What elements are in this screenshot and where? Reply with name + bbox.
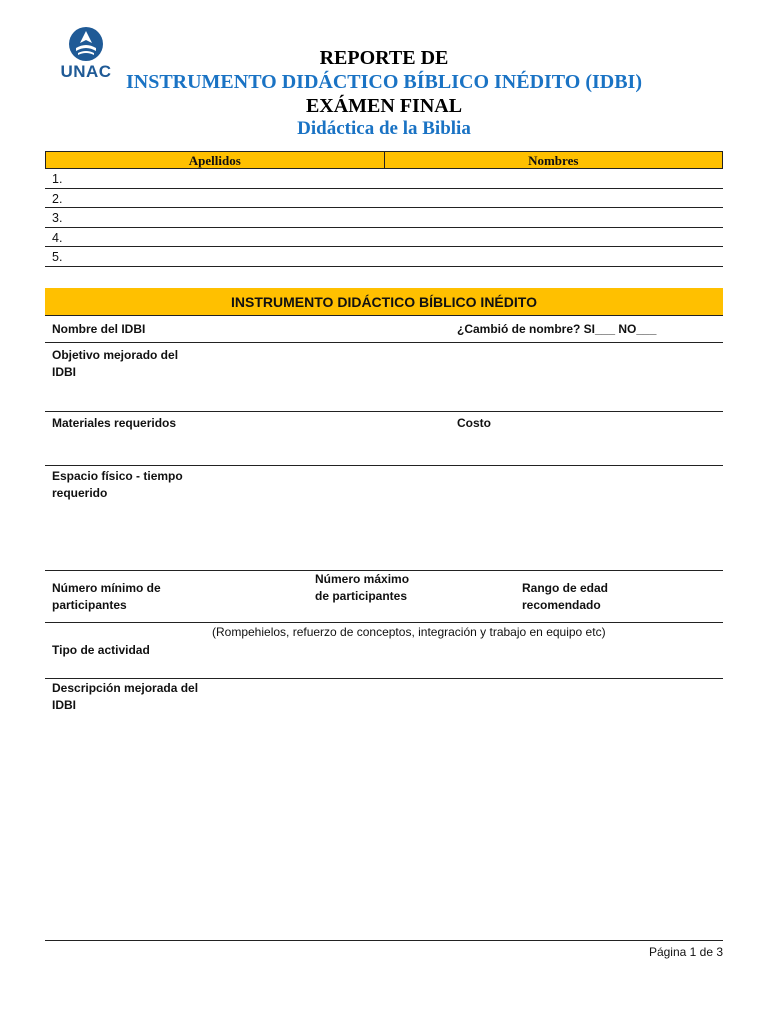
label-descripcion: Descripción mejorada del IDBI xyxy=(52,681,199,712)
row-tipo[interactable] xyxy=(45,623,723,679)
instrument-form xyxy=(45,288,723,739)
student-row-3[interactable]: 3. xyxy=(45,208,723,228)
column-nombres: Nombres xyxy=(528,153,579,168)
label-materiales: Materiales requeridos xyxy=(52,416,177,430)
logo-text: UNAC xyxy=(60,62,112,81)
students-table xyxy=(45,151,723,267)
label-objetivo: Objetivo mejorado del IDBI xyxy=(52,348,179,379)
label-cambio-nombre: ¿Cambió de nombre? SI___ NO___ xyxy=(457,322,657,336)
footer-divider xyxy=(45,940,723,941)
student-row-5[interactable]: 5. xyxy=(45,247,723,267)
student-row-1[interactable]: 1. xyxy=(45,169,723,189)
page-number: Página 1 de 3 xyxy=(648,945,723,959)
row-objetivo[interactable] xyxy=(45,343,723,412)
report-title: REPORTE DE xyxy=(319,47,449,69)
course-title: Didáctica de la Biblia xyxy=(297,118,471,139)
label-max-participantes: Número máximo de participantes xyxy=(315,572,410,603)
exam-title: EXÁMEN FINAL xyxy=(305,95,463,117)
students-table-header xyxy=(45,151,723,169)
student-row-2[interactable]: 2. xyxy=(45,189,723,209)
instrument-header: INSTRUMENTO DIDÁCTICO BÍBLICO INÉDITO xyxy=(45,288,723,316)
label-costo: Costo xyxy=(457,416,491,430)
instrument-title: INSTRUMENTO DIDÁCTICO BÍBLICO INÉDITO (IDBI) xyxy=(125,71,643,93)
column-apellidos: Apellidos xyxy=(46,152,385,168)
row-espacio[interactable] xyxy=(45,466,723,571)
label-tipo-actividad: Tipo de actividad xyxy=(52,643,150,657)
row-materiales[interactable] xyxy=(45,412,723,466)
tipo-hint: (Rompehielos, refuerzo de conceptos, integración y trabajo en equipo etc) xyxy=(212,625,606,639)
row-nombre[interactable] xyxy=(45,316,723,343)
label-rango-edad: Rango de edad recomendado xyxy=(522,581,609,612)
row-descripcion[interactable] xyxy=(45,679,723,739)
row-participantes[interactable] xyxy=(45,571,723,623)
label-min-participantes: Número mínimo de participantes xyxy=(52,581,161,612)
label-espacio: Espacio físico - tiempo requerido xyxy=(52,469,183,500)
label-nombre-idbi: Nombre del IDBI xyxy=(52,322,146,336)
student-row-4[interactable]: 4. xyxy=(45,228,723,248)
